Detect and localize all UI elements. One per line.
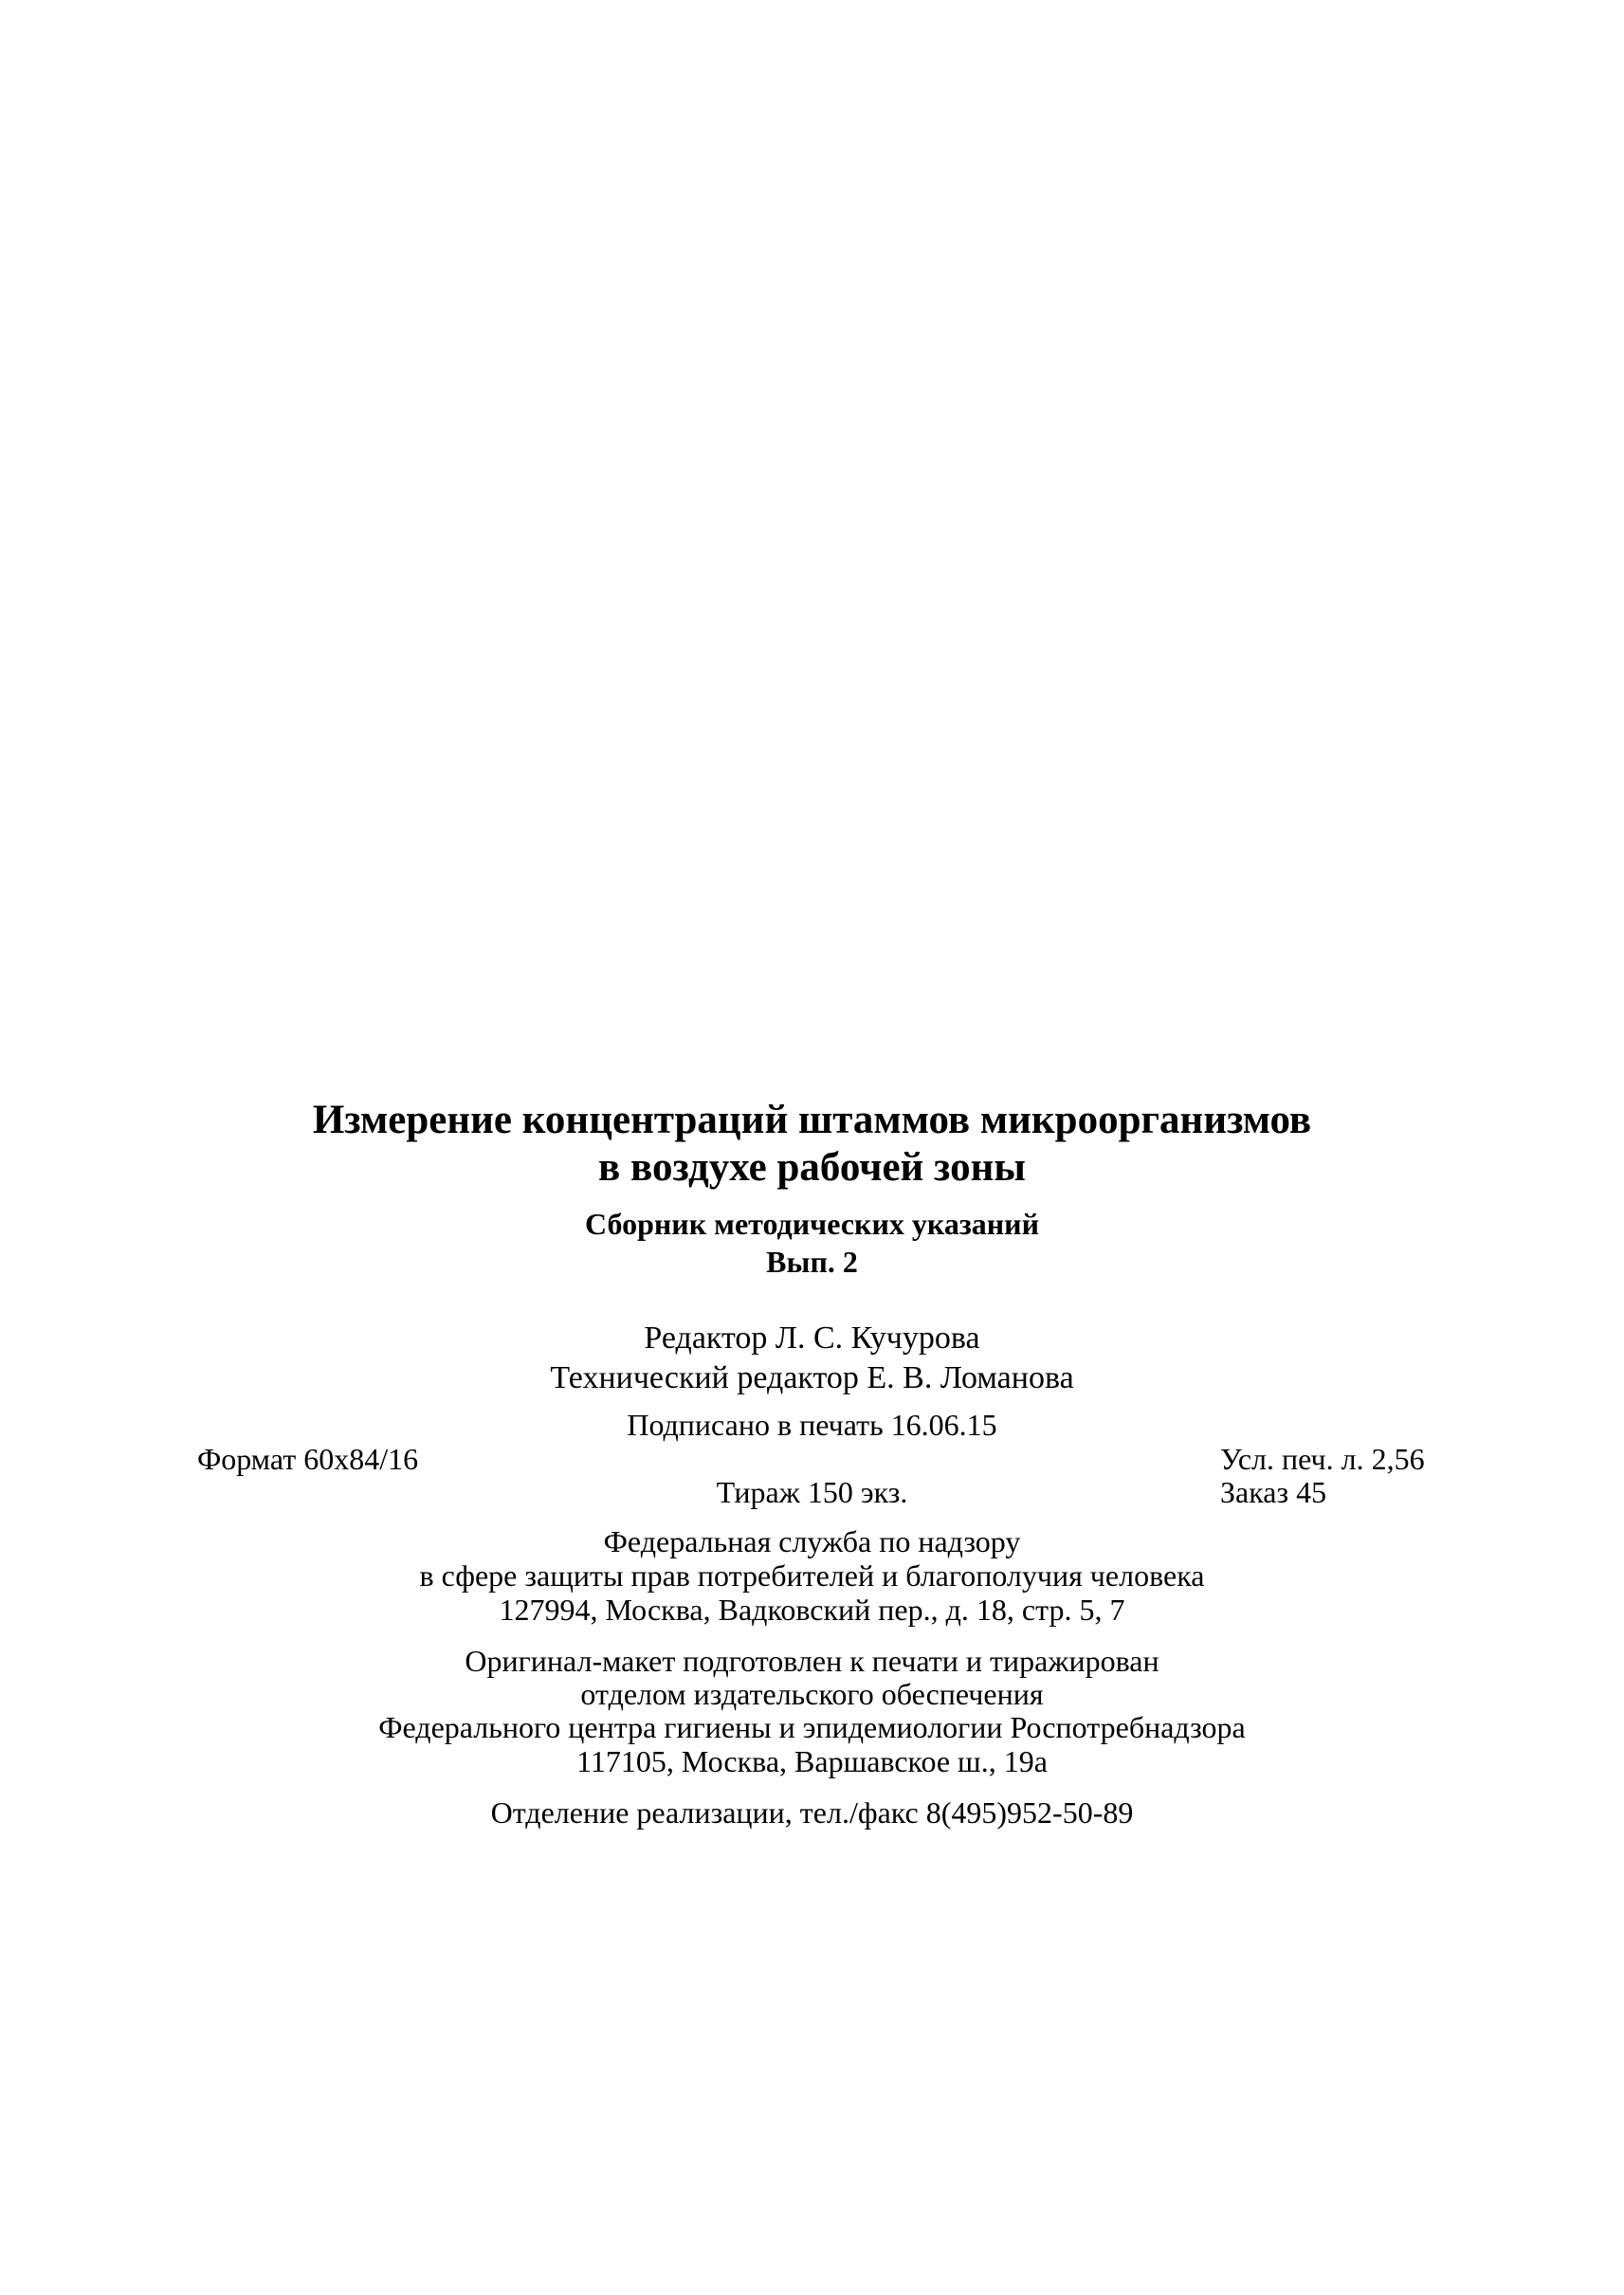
print-sheets-line: Усл. печ. л. 2,56 [1220, 1442, 1425, 1476]
printer-address: 117105, Москва, Варшавское ш., 19а [576, 1744, 1048, 1778]
circulation-line: Тираж 150 экз. [716, 1475, 908, 1509]
printer-line-3: Федерального центра гигиены и эпидемиологии Роспотребнадзора [378, 1710, 1246, 1744]
tech-editor-line: Технический редактор Е. В. Ломанова [550, 1360, 1074, 1395]
subtitle-line-2: Вып. 2 [766, 1245, 858, 1279]
publisher-line-1: Федеральная служба по надзору [603, 1524, 1021, 1558]
title-line-2: в воздухе рабочей зоны [598, 1145, 1026, 1190]
printer-line-2: отделом издательского обеспечения [580, 1677, 1044, 1711]
title-line-1: Измерение концентраций штаммов микроорганизмов [312, 1098, 1312, 1142]
subtitle-line-1: Сборник методических указаний [584, 1207, 1040, 1241]
publisher-address: 127994, Москва, Вадковский пер., д. 18, стр. 5, 7 [499, 1593, 1125, 1627]
printer-line-1: Оригинал-макет подготовлен к печати и тиражирован [465, 1644, 1159, 1678]
sales-department-line: Отделение реализации, тел./факс 8(495)952-50-89 [490, 1795, 1134, 1830]
signed-to-print: Подписано в печать 16.06.15 [627, 1408, 997, 1442]
editor-line: Редактор Л. С. Кучурова [644, 1321, 980, 1356]
publisher-line-2: в сфере защиты прав потребителей и благополучия человека [419, 1558, 1205, 1593]
format-line: Формат 60x84/16 [197, 1442, 419, 1476]
order-line: Заказ 45 [1220, 1475, 1327, 1509]
